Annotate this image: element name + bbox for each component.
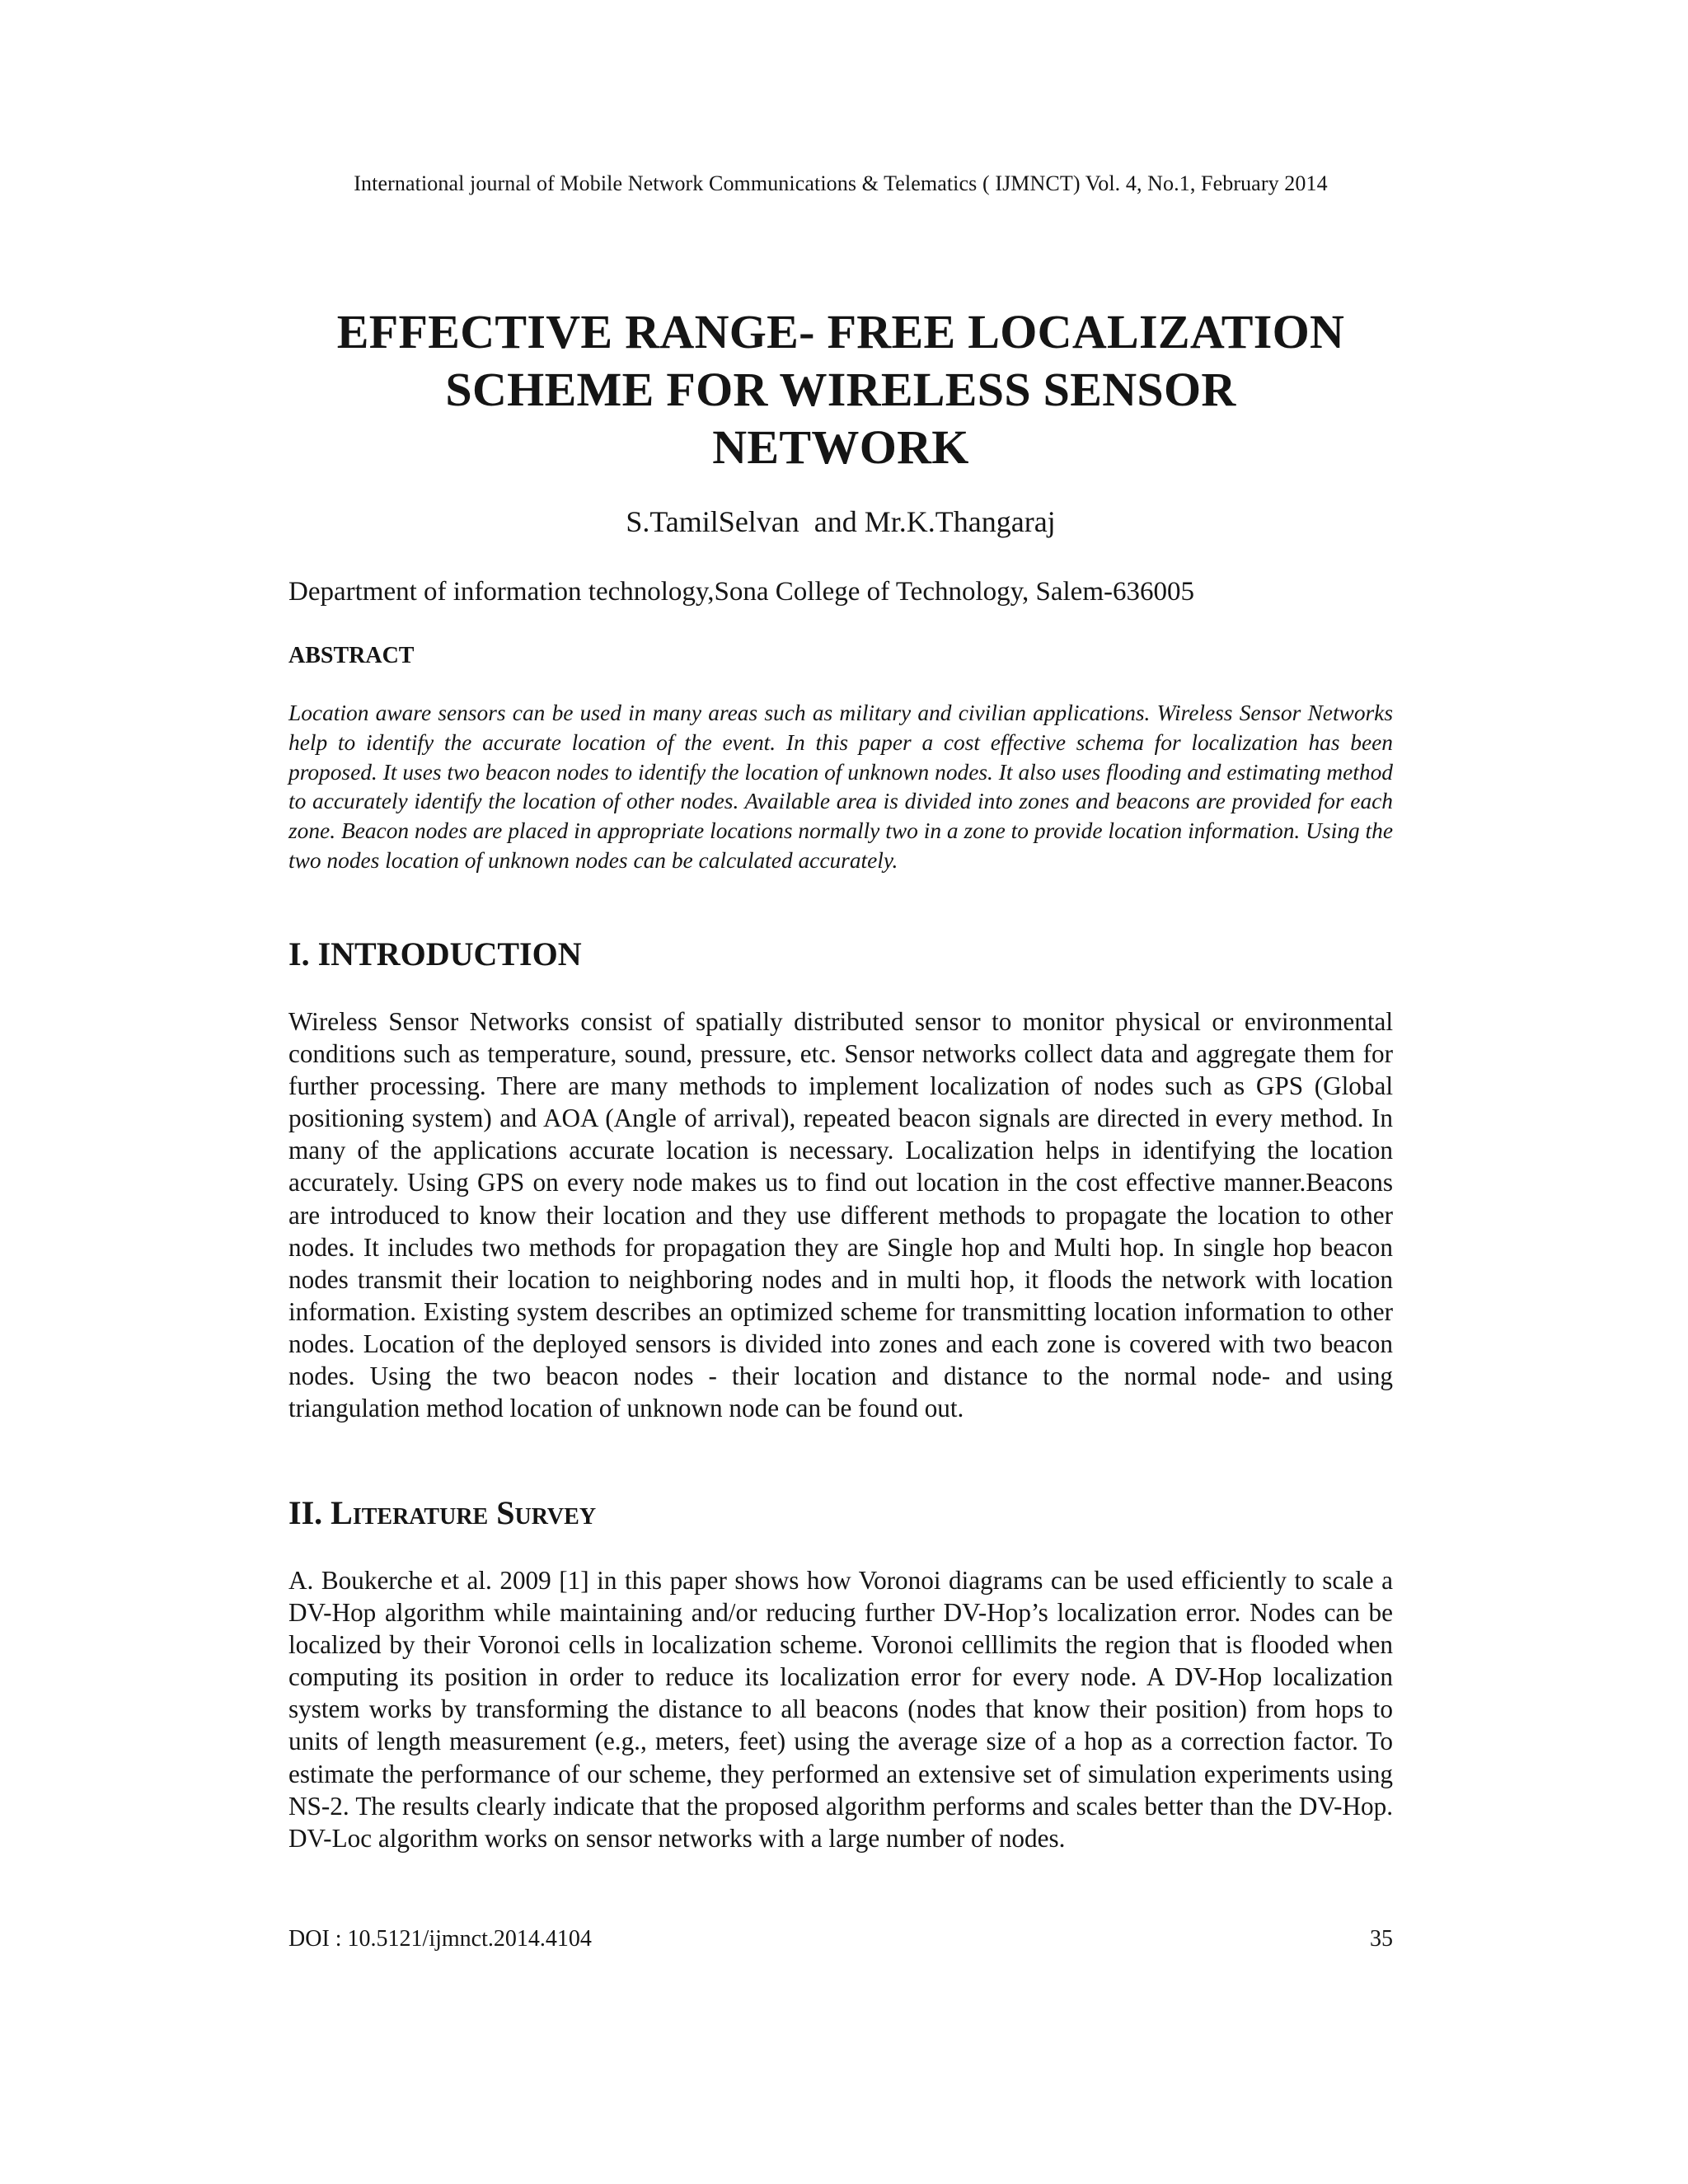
section-heading-introduction [288,935,582,973]
affiliation: Department of information technology,Sona College of Technology, Salem-636005 [288,577,1194,607]
section-title: INTRODUCTION [317,935,582,972]
introduction-paragraph: Wireless Sensor Networks consist of spatially distributed sensor to monitor physical or environmental conditions such as temperature, sound, pressure, etc. Sensor networks collect data and aggregate them for further processing. There are many methods to implement localization of nodes such as GPS (Global positioning system) and AOA (Angle of arrival), repeated beacon signals are directed in every method. In many of the applications accurate location is necessary. Localization helps in identifying the location accurately. Using GPS on every node makes us to find out location in the cost effective manner.Beacons are introduced to know their location and they use different methods to propagate the location to other nodes. It includes two methods for propagation they are Single hop and Multi hop. In single hop beacon nodes transmit their location to neighboring nodes and in multi hop, it floods the network with location information. Existing system describes an optimized scheme for transmitting location information to other nodes. Location of the deployed sensors is divided into zones and each zone is covered with two beacon nodes. Using the two beacon nodes - their location and distance to the normal node- and using triangulation method location of unknown node can be found out. [288,1007,1393,1423]
authors: S.TamilSelvan and Mr.K.Thangaraj [626,505,1056,538]
section-heading-literature-survey [288,1493,596,1532]
title-line: SCHEME FOR WIRELESS SENSOR [445,363,1236,416]
running-header: International journal of Mobile Network Communications & Telematics ( IJMNCT) Vol. 4, No.1, February 2014 [354,171,1328,195]
section-number: I. [288,935,318,972]
title-line: NETWORK [712,420,969,474]
footer-doi: DOI : 10.5121/ijmnct.2014.4104 [288,1926,592,1952]
page-number: 35 [1370,1926,1393,1952]
abstract-text: Location aware sensors can be used in many areas such as military and civilian applications. Wireless Sensor Networks help to identify the accurate location of the event. In this paper a cost effective schema for localization has been proposed. It uses two beacon nodes to identify the location of unknown nodes. It also uses flooding and estimating method to accurately identify the location of other nodes. Available area is divided into zones and beacons are provided for each zone. Beacon nodes are placed in appropriate locations normally two in a zone to provide location information. Using the two nodes location of unknown nodes can be calculated accurately. [288,701,1393,873]
abstract-heading: ABSTRACT [288,643,415,668]
literature-survey-paragraph: A. Boukerche et al. 2009 [1] in this paper shows how Voronoi diagrams can be used efficiently to scale a DV-Hop algorithm while maintaining and/or reducing further DV-Hop’s localization error. Nodes can be localized by their Voronoi cells in localization scheme. Voronoi celllimits the region that is flooded when computing its position in order to reduce its localization error for every node. A DV-Hop localization system works by transforming the distance to all beacons (nodes that know their position) from hops to units of length measurement (e.g., meters, feet) using the average size of a hop as a correction factor. To estimate the performance of our scheme, they performed an extensive set of simulation experiments using NS-2. The results clearly indicate that the proposed algorithm performs and scales better than the DV-Hop. DV-Loc algorithm works on sensor networks with a large number of nodes. [288,1566,1393,1853]
title-line: EFFECTIVE RANGE- FREE LOCALIZATION [336,305,1345,359]
paper-title [288,303,1393,476]
section-number: II. [288,1494,331,1531]
section-title: Literature Survey [331,1494,597,1531]
